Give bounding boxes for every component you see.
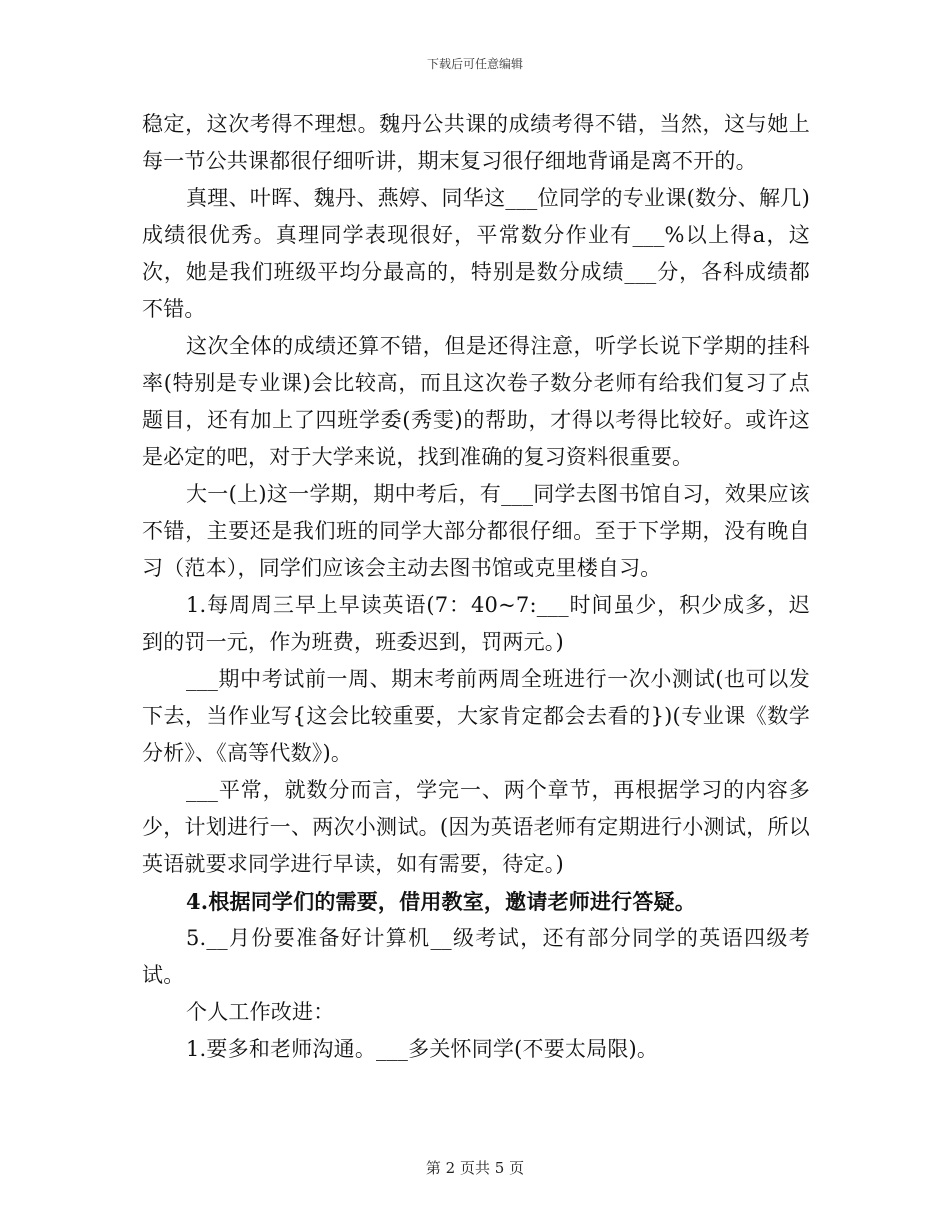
- paragraph-3: 这次全体的成绩还算不错，但是还得注意，听学长说下学期的挂科率(特别是专业课)会比较高，而且这次卷子数分老师有给我们复习了点题目，还有加上了四班学委(秀雯)的帮助，才得以考得比较好。或许这是必定的吧，对于大学来说，找到准确的复习资料很重要。: [142, 334, 810, 469]
- paragraph-4: 大一(上)这一学期，期中考后，有___同学去图书馆自习，效果应该不错，主要还是我们班的同学大部分都很仔细。至于下学期，没有晚自习（范本），同学们应该会主动去图书馆或克里楼自习。: [142, 482, 810, 580]
- paragraph-5: 1.每周周三早上早读英语(7：40~7:___时间虽少，积少成多，迟到的罚一元，作为班费，班委迟到，罚两元。): [142, 593, 810, 654]
- paragraph-9: 5.__月份要准备好计算机__级考试，还有部分同学的英语四级考试。: [142, 926, 810, 987]
- document-body: [142, 106, 810, 1068]
- page-header: 下载后可任意编辑: [426, 57, 523, 71]
- paragraph-6: ___期中考试前一周、期末考前两周全班进行一次小测试(也可以发下去，当作业写{这会比较重要，大家肯定都会去看的})(专业课《数学分析》、《高等代数》)。: [142, 667, 810, 765]
- paragraph-7: ___平常，就数分而言，学完一、两个章节，再根据学习的内容多少，计划进行一、两次小测试。(因为英语老师有定期进行小测试，所以英语就要求同学进行早读，如有需要，待定。): [142, 778, 810, 876]
- paragraph-11: 1.要多和老师沟通。___多关怀同学(不要太局限)。: [186, 1037, 659, 1061]
- page-footer: 第 2 页共 5 页: [425, 1159, 525, 1177]
- paragraph-8: 4.根据同学们的需要，借用教室，邀请老师进行答疑。: [186, 889, 696, 914]
- paragraph-2: 真理、叶晖、魏丹、燕婷、同华这___位同学的专业课(数分、解几)成绩很优秀。真理同学表现很好，平常数分作业有___%以上得a，这次，她是我们班级平均分最高的，特别是数分成绩___分，各科成绩都不错。: [142, 186, 810, 321]
- paragraph-10: 个人工作改进：: [186, 1000, 335, 1024]
- paragraph-1: 稳定，这次考得不理想。魏丹公共课的成绩考得不错，当然，这与她上每一节公共课都很仔细听讲，期末复习很仔细地背诵是离不开的。: [142, 112, 810, 173]
